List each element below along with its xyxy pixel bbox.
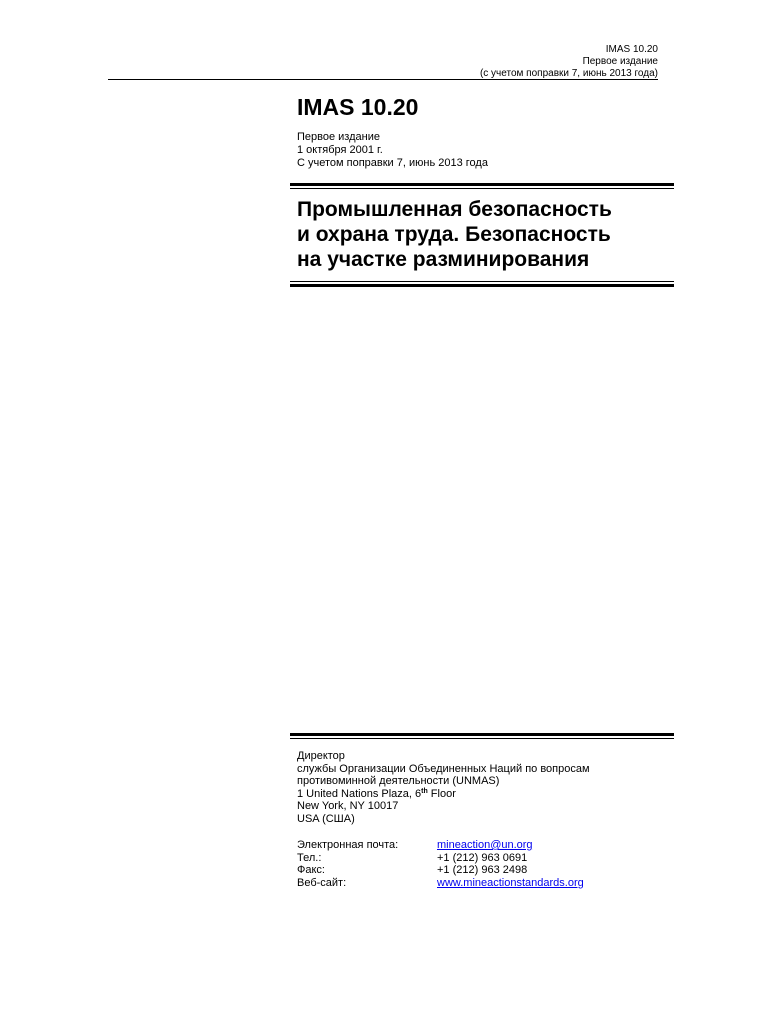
fax-value: +1 (212) 963 2498 xyxy=(437,864,528,876)
running-header-amendment: (с учетом поправки 7, июнь 2013 года) xyxy=(479,68,658,79)
running-header xyxy=(480,44,658,80)
edition-date: 1 октября 2001 г. xyxy=(297,144,383,156)
title-line: на участке разминирования xyxy=(297,248,590,271)
title-line: и охрана труда. Безопасность xyxy=(297,223,611,246)
email-link[interactable]: mineaction@un.org xyxy=(437,839,533,851)
contact-city: New York, NY 10017 xyxy=(297,800,399,812)
website-link[interactable]: www.mineactionstandards.org xyxy=(437,876,584,889)
edition-info xyxy=(297,131,488,170)
running-header-edition: Первое издание xyxy=(582,56,658,67)
contact-row-fax xyxy=(297,864,584,877)
contact-address xyxy=(297,750,590,825)
contact-country: USA (США) xyxy=(297,812,355,825)
header-divider xyxy=(108,79,658,80)
fax-label: Факс: xyxy=(297,864,325,876)
contact-row-email xyxy=(297,839,584,852)
amendment-note: С учетом поправки 7, июнь 2013 года xyxy=(297,157,488,169)
title-top-rule xyxy=(290,183,674,189)
contact-row-website xyxy=(297,877,584,890)
phone-value: +1 (212) 963 0691 xyxy=(437,851,528,864)
document-title xyxy=(297,197,677,272)
contact-director: Директор xyxy=(297,750,345,762)
running-header-code: IMAS 10.20 xyxy=(605,44,658,55)
contact-row-phone xyxy=(297,852,584,865)
document-code: IMAS 10.20 xyxy=(297,94,419,120)
title-line: Промышленная безопасность xyxy=(297,198,612,221)
website-label: Веб-сайт: xyxy=(297,876,347,889)
title-bottom-rule xyxy=(290,281,674,287)
contact-org-line1: службы Организации Объединенных Наций по вопросам xyxy=(297,762,590,775)
contact-details xyxy=(297,839,584,889)
email-label: Электронная почта: xyxy=(297,839,399,851)
contact-org-line2: противоминной деятельности (UNMAS) xyxy=(297,775,500,787)
edition-label: Первое издание xyxy=(297,131,380,143)
contact-top-rule xyxy=(290,733,674,739)
contact-street: 1 United Nations Plaza, 6th Floor xyxy=(297,787,456,800)
phone-label: Тел.: xyxy=(297,851,322,864)
